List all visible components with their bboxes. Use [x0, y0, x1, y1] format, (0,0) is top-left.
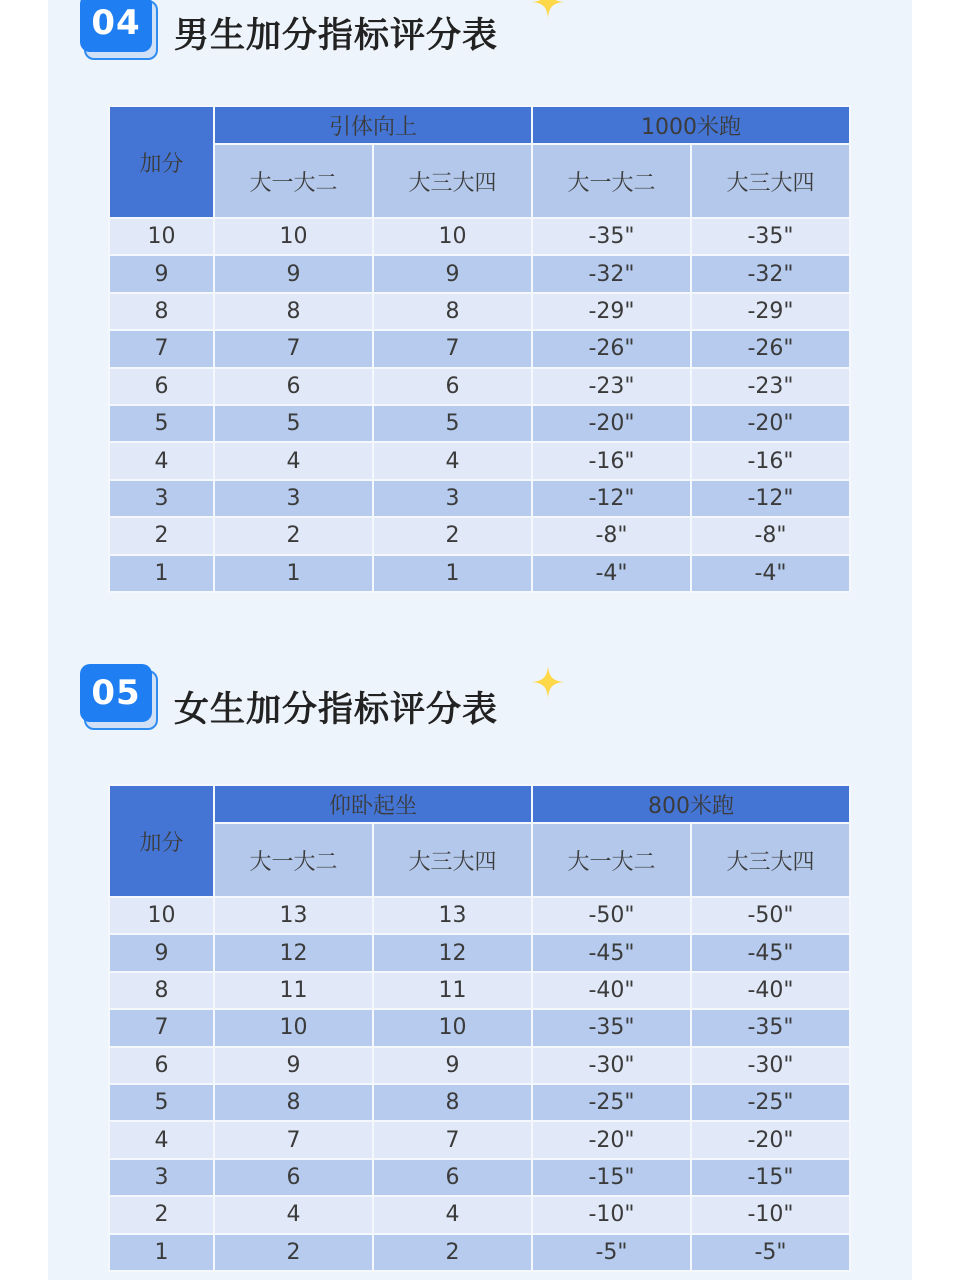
score-cell: 8: [109, 293, 214, 330]
criterion-cell: -15": [532, 1159, 691, 1196]
criterion-cell: 6: [214, 1159, 373, 1196]
criterion-cell: -25": [691, 1084, 850, 1121]
criterion-cell: -16": [691, 442, 850, 479]
criterion-cell: 8: [373, 1084, 532, 1121]
criterion-cell: 2: [214, 517, 373, 554]
table-row: [109, 405, 850, 442]
criterion-cell: -50": [532, 897, 691, 934]
sub-header: 大三大四: [691, 823, 850, 897]
group-header: 仰卧起坐: [214, 785, 532, 823]
table-row: [109, 1009, 850, 1046]
male-score-table: [108, 105, 851, 593]
group-header: 1000米跑: [532, 106, 850, 144]
criterion-cell: 12: [373, 934, 532, 971]
score-cell: 5: [109, 1084, 214, 1121]
criterion-cell: -35": [691, 1009, 850, 1046]
criterion-cell: -10": [691, 1196, 850, 1233]
criterion-cell: 4: [373, 1196, 532, 1233]
criterion-cell: 7: [373, 330, 532, 367]
criterion-cell: 10: [373, 218, 532, 255]
score-cell: 10: [109, 218, 214, 255]
table-row: [109, 480, 850, 517]
criterion-cell: -20": [532, 405, 691, 442]
table-row: [109, 1084, 850, 1121]
group-header: 800米跑: [532, 785, 850, 823]
criterion-cell: 2: [373, 1234, 532, 1271]
sub-header: 大三大四: [373, 823, 532, 897]
criterion-cell: 6: [373, 1159, 532, 1196]
criterion-cell: -35": [532, 1009, 691, 1046]
criterion-cell: 2: [214, 1234, 373, 1271]
criterion-cell: 6: [214, 368, 373, 405]
score-cell: 10: [109, 897, 214, 934]
table-row: [109, 897, 850, 934]
score-cell: 4: [109, 1121, 214, 1158]
criterion-cell: 8: [214, 293, 373, 330]
sub-header: 大三大四: [691, 144, 850, 218]
criterion-cell: -29": [532, 293, 691, 330]
table-row: [109, 218, 850, 255]
criterion-cell: 5: [373, 405, 532, 442]
section-header-05: [80, 664, 600, 734]
sparkle-icon: [532, 0, 564, 18]
criterion-cell: -29": [691, 293, 850, 330]
sub-header: 大一大二: [532, 144, 691, 218]
criterion-cell: 13: [214, 897, 373, 934]
criterion-cell: 11: [214, 972, 373, 1009]
sub-header: 大三大四: [373, 144, 532, 218]
score-cell: 9: [109, 255, 214, 292]
criterion-cell: 12: [214, 934, 373, 971]
score-cell: 4: [109, 442, 214, 479]
criterion-cell: -10": [532, 1196, 691, 1233]
table-row: [109, 1159, 850, 1196]
score-cell: 7: [109, 330, 214, 367]
group-header: 引体向上: [214, 106, 532, 144]
criterion-cell: 7: [373, 1121, 532, 1158]
section-number-badge: [80, 664, 158, 734]
criterion-cell: -20": [691, 1121, 850, 1158]
section-number: 05: [80, 664, 152, 722]
score-cell: 2: [109, 1196, 214, 1233]
table-row: [109, 1196, 850, 1233]
sub-header: 大一大二: [214, 144, 373, 218]
criterion-cell: -35": [532, 218, 691, 255]
criterion-cell: -20": [532, 1121, 691, 1158]
criterion-cell: -50": [691, 897, 850, 934]
table-row: [109, 1234, 850, 1271]
criterion-cell: 9: [214, 255, 373, 292]
table-row: [109, 972, 850, 1009]
criterion-cell: -15": [691, 1159, 850, 1196]
criterion-cell: 3: [214, 480, 373, 517]
criterion-cell: -8": [532, 517, 691, 554]
criterion-cell: 4: [214, 442, 373, 479]
table-row: [109, 330, 850, 367]
table-row: [109, 555, 850, 592]
criterion-cell: -20": [691, 405, 850, 442]
section-number: 04: [80, 0, 152, 52]
criterion-cell: -40": [691, 972, 850, 1009]
criterion-cell: 7: [214, 1121, 373, 1158]
score-cell: 6: [109, 368, 214, 405]
criterion-cell: -30": [691, 1047, 850, 1084]
score-cell: 1: [109, 1234, 214, 1271]
criterion-cell: 4: [214, 1196, 373, 1233]
criterion-cell: -26": [532, 330, 691, 367]
score-cell: 7: [109, 1009, 214, 1046]
criterion-cell: 2: [373, 517, 532, 554]
score-cell: 3: [109, 1159, 214, 1196]
section-header-04: [80, 0, 600, 64]
criterion-cell: 10: [214, 1009, 373, 1046]
table-corner-header: 加分: [109, 106, 214, 218]
criterion-cell: -32": [532, 255, 691, 292]
criterion-cell: -45": [532, 934, 691, 971]
criterion-cell: -35": [691, 218, 850, 255]
score-cell: 1: [109, 555, 214, 592]
criterion-cell: 4: [373, 442, 532, 479]
criterion-cell: 9: [214, 1047, 373, 1084]
criterion-cell: -23": [691, 368, 850, 405]
criterion-cell: 3: [373, 480, 532, 517]
section-number-badge: [80, 0, 158, 64]
criterion-cell: 1: [214, 555, 373, 592]
section-title: 男生加分指标评分表: [174, 16, 499, 56]
criterion-cell: 9: [373, 1047, 532, 1084]
criterion-cell: 13: [373, 897, 532, 934]
sparkle-icon: [532, 666, 564, 698]
criterion-cell: -30": [532, 1047, 691, 1084]
table-row: [109, 442, 850, 479]
criterion-cell: 11: [373, 972, 532, 1009]
criterion-cell: -12": [532, 480, 691, 517]
female-score-table: [108, 784, 851, 1272]
score-cell: 9: [109, 934, 214, 971]
criterion-cell: -4": [691, 555, 850, 592]
criterion-cell: -26": [691, 330, 850, 367]
table-row: [109, 517, 850, 554]
criterion-cell: 9: [373, 255, 532, 292]
section-title: 女生加分指标评分表: [174, 690, 499, 730]
criterion-cell: -40": [532, 972, 691, 1009]
criterion-cell: 8: [214, 1084, 373, 1121]
sub-header: 大一大二: [532, 823, 691, 897]
criterion-cell: -5": [691, 1234, 850, 1271]
table-row: [109, 1047, 850, 1084]
criterion-cell: 1: [373, 555, 532, 592]
criterion-cell: -45": [691, 934, 850, 971]
score-cell: 3: [109, 480, 214, 517]
criterion-cell: -4": [532, 555, 691, 592]
criterion-cell: 6: [373, 368, 532, 405]
criterion-cell: -8": [691, 517, 850, 554]
criterion-cell: -16": [532, 442, 691, 479]
sub-header: 大一大二: [214, 823, 373, 897]
criterion-cell: 10: [373, 1009, 532, 1046]
score-cell: 6: [109, 1047, 214, 1084]
table-row: [109, 255, 850, 292]
table-row: [109, 1121, 850, 1158]
score-cell: 8: [109, 972, 214, 1009]
table-row: [109, 368, 850, 405]
table-corner-header: 加分: [109, 785, 214, 897]
criterion-cell: -32": [691, 255, 850, 292]
criterion-cell: -25": [532, 1084, 691, 1121]
criterion-cell: -23": [532, 368, 691, 405]
criterion-cell: 10: [214, 218, 373, 255]
criterion-cell: 8: [373, 293, 532, 330]
criterion-cell: 5: [214, 405, 373, 442]
criterion-cell: -5": [532, 1234, 691, 1271]
table-row: [109, 934, 850, 971]
criterion-cell: -12": [691, 480, 850, 517]
score-cell: 5: [109, 405, 214, 442]
table-row: [109, 293, 850, 330]
score-cell: 2: [109, 517, 214, 554]
criterion-cell: 7: [214, 330, 373, 367]
